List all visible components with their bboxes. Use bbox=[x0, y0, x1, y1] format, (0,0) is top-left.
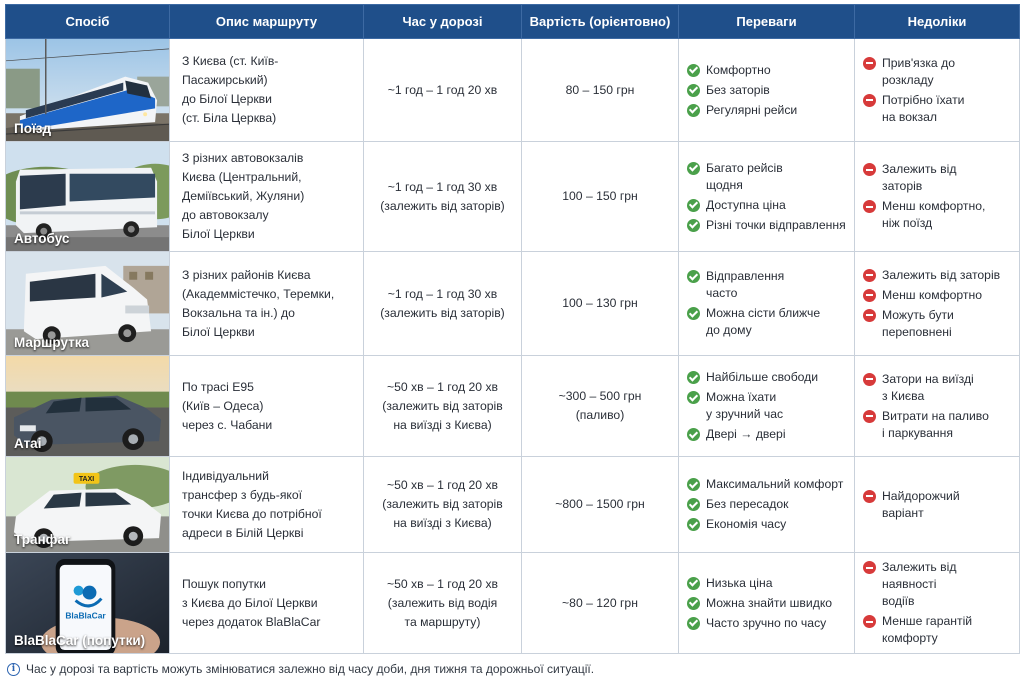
row-minibus bbox=[6, 252, 1020, 356]
route-cell-line: Білої Церкви bbox=[182, 227, 255, 241]
con-text: Затори на виїзді bbox=[882, 371, 974, 386]
cost-cell-line: ~800 – 1500 грн bbox=[555, 497, 645, 511]
time-cell-line: ~1 год – 1 год 30 хв bbox=[387, 286, 498, 301]
time-cell-line: (залежить від заторів) bbox=[380, 198, 505, 213]
route-cell-line: з Києва до Білої Церкви bbox=[182, 595, 318, 610]
route-cell bbox=[170, 39, 364, 142]
cons-cell-list bbox=[855, 488, 1019, 522]
con-text: варіант bbox=[882, 505, 924, 520]
route-cell-line: Деміївський, Жуляни) bbox=[182, 189, 305, 203]
con-text: заторів bbox=[882, 179, 923, 193]
time-cell-line: ~50 хв – 1 год 20 хв bbox=[386, 576, 499, 591]
con-text: Менш комфортно, bbox=[882, 199, 986, 213]
con-text: комфорту bbox=[882, 631, 938, 645]
mode-label: Транфаг bbox=[14, 532, 71, 547]
con-text: Менш комфортно bbox=[882, 287, 982, 302]
cost-cell bbox=[522, 142, 679, 252]
route-cell-line: Пошук попутки bbox=[182, 576, 266, 591]
mode-label: BlaBlaCar (попутки) bbox=[14, 633, 146, 648]
pro-text: до дому bbox=[706, 323, 752, 337]
route-cell bbox=[170, 356, 364, 457]
pro-text: Найбільше свободи bbox=[706, 370, 819, 384]
mode-cell bbox=[6, 457, 170, 553]
con-item bbox=[863, 559, 1013, 610]
cons-cell bbox=[855, 142, 1020, 252]
cons-cell bbox=[855, 39, 1020, 142]
con-text: водіїв bbox=[882, 594, 915, 608]
cons-cell-list bbox=[855, 371, 1019, 442]
minus-circle-icon bbox=[863, 269, 876, 282]
route-cell-line: Києва (Центральний, bbox=[182, 170, 302, 184]
time-cell bbox=[364, 142, 522, 252]
time-cell-line: ~50 хв – 1 год 20 хв bbox=[386, 379, 499, 394]
pro-text: Можна їхати bbox=[706, 390, 777, 404]
pro-text: у зручний час bbox=[706, 407, 784, 421]
pros-cell bbox=[679, 553, 855, 654]
minus-circle-icon bbox=[863, 57, 876, 70]
header-cost: Вартість (орієнтовно) bbox=[522, 5, 679, 39]
time-cell bbox=[364, 39, 522, 142]
check-circle-icon bbox=[687, 617, 700, 630]
minus-circle-icon bbox=[863, 94, 876, 107]
con-item bbox=[863, 198, 1013, 232]
cons-cell bbox=[855, 252, 1020, 356]
minus-circle-icon bbox=[863, 490, 876, 503]
check-circle-icon bbox=[687, 64, 700, 77]
route-cell-line: точки Києва до потрібної bbox=[182, 506, 322, 521]
pro-item bbox=[687, 160, 848, 194]
route-cell-line: через с. Чабани bbox=[182, 417, 273, 432]
route-cell-line: З Києва (ст. Київ-Пасажирський) bbox=[182, 54, 279, 87]
pro-item bbox=[687, 476, 848, 493]
check-circle-icon bbox=[687, 270, 700, 283]
time-cell-line: ~50 хв – 1 год 20 хв bbox=[386, 478, 499, 492]
check-circle-icon bbox=[687, 84, 700, 97]
route-cell-line: Вокзальна та ін.) до bbox=[182, 305, 295, 320]
con-item bbox=[863, 267, 1013, 284]
pro-item bbox=[687, 102, 848, 119]
check-circle-icon bbox=[687, 371, 700, 384]
cost-cell-line: ~300 – 500 грн bbox=[558, 389, 642, 403]
row-blablacar bbox=[6, 553, 1020, 654]
cost-cell bbox=[522, 252, 679, 356]
pros-cell bbox=[679, 142, 855, 252]
route-cell bbox=[170, 553, 364, 654]
comparison-table bbox=[5, 4, 1020, 654]
pro-item bbox=[687, 82, 848, 99]
con-text: з Києва bbox=[882, 388, 925, 403]
pros-cell-list bbox=[679, 268, 854, 339]
con-item bbox=[863, 408, 1013, 442]
pro-item bbox=[687, 305, 848, 339]
con-text: Потрібно їхати bbox=[882, 92, 965, 107]
route-cell-line: З різних районів Києва bbox=[182, 267, 311, 282]
check-circle-icon bbox=[687, 219, 700, 232]
con-item bbox=[863, 92, 1013, 126]
mode-label: Атаі bbox=[14, 436, 42, 451]
con-text: Прив'язка до bbox=[882, 55, 955, 70]
pro-text: Багато рейсів bbox=[706, 160, 783, 175]
pros-cell-list bbox=[679, 160, 854, 234]
minus-circle-icon bbox=[863, 200, 876, 213]
pro-text: часто bbox=[706, 286, 738, 300]
con-text: Можуть бути bbox=[882, 307, 954, 322]
pro-text: Максимальний комфорт bbox=[706, 477, 844, 491]
mode-label: Поїзд bbox=[14, 121, 52, 136]
route-cell-line: трансфер з будь-якої bbox=[182, 487, 303, 502]
header-pros: Переваги bbox=[679, 5, 855, 39]
con-text: розкладу bbox=[882, 72, 934, 87]
pros-cell-list bbox=[679, 476, 854, 533]
header-mode: Спосіб bbox=[6, 5, 170, 39]
pro-text: Доступна ціна bbox=[706, 197, 786, 212]
con-text: Залежить від заторів bbox=[882, 267, 1001, 282]
check-circle-icon bbox=[687, 498, 700, 511]
minus-circle-icon bbox=[863, 561, 876, 574]
time-cell bbox=[364, 553, 522, 654]
route-cell bbox=[170, 457, 364, 553]
header-time: Час у дорозі bbox=[364, 5, 522, 39]
cost-cell-line: (паливо) bbox=[575, 408, 625, 422]
minus-circle-icon bbox=[863, 163, 876, 176]
pro-item bbox=[687, 496, 848, 513]
check-circle-icon bbox=[687, 577, 700, 590]
phone-app-label: BlaBlaCar bbox=[65, 610, 106, 621]
row-taxi bbox=[6, 457, 1020, 553]
con-item bbox=[863, 371, 1013, 405]
pro-text: щодня bbox=[706, 177, 743, 192]
minus-circle-icon bbox=[863, 615, 876, 628]
route-cell-line: Індивідуальний bbox=[182, 468, 269, 483]
pros-cell-list bbox=[679, 369, 854, 443]
check-circle-icon bbox=[687, 162, 700, 175]
pro-text: Двері → двері bbox=[706, 427, 786, 441]
time-cell-line: на виїзді з Києва) bbox=[393, 417, 492, 432]
con-item bbox=[863, 488, 1013, 522]
mode-cell bbox=[6, 142, 170, 252]
cons-cell-list bbox=[855, 161, 1019, 232]
check-circle-icon bbox=[687, 307, 700, 320]
con-text: Найдорожчий bbox=[882, 488, 960, 503]
pro-item bbox=[687, 369, 848, 386]
route-cell-line: до автовокзалу bbox=[182, 208, 269, 222]
pros-cell bbox=[679, 252, 855, 356]
pro-text: Різні точки відправлення bbox=[706, 217, 846, 232]
pros-cell bbox=[679, 356, 855, 457]
route-cell-line: адреси в Білій Церкві bbox=[182, 525, 304, 540]
time-cell bbox=[364, 457, 522, 553]
con-text: і паркування bbox=[882, 425, 953, 440]
header-route: Опис маршруту bbox=[170, 5, 364, 39]
time-cell-line: ~1 год – 1 год 30 хв bbox=[387, 179, 498, 194]
minus-circle-icon bbox=[863, 410, 876, 423]
pro-text: Відправлення bbox=[706, 269, 785, 283]
cons-cell bbox=[855, 553, 1020, 654]
mode-cell bbox=[6, 356, 170, 457]
pro-item bbox=[687, 426, 848, 443]
cons-cell bbox=[855, 457, 1020, 553]
pro-text: Комфортно bbox=[706, 62, 771, 77]
row-train bbox=[6, 39, 1020, 142]
cost-cell bbox=[522, 457, 679, 553]
pros-cell-list bbox=[679, 62, 854, 119]
route-cell-line: (ст. Біла Церква) bbox=[182, 111, 277, 125]
pro-text: Низька ціна bbox=[706, 575, 773, 590]
pro-text: Часто зручно по часу bbox=[706, 615, 827, 630]
pros-cell bbox=[679, 457, 855, 553]
time-cell-line: ~1 год – 1 год 20 хв bbox=[387, 82, 498, 97]
pro-item bbox=[687, 268, 848, 302]
row-car bbox=[6, 356, 1020, 457]
cons-cell-list bbox=[855, 55, 1019, 126]
route-cell bbox=[170, 142, 364, 252]
pro-text: Регулярні рейси bbox=[706, 102, 798, 117]
pro-item bbox=[687, 389, 848, 423]
route-cell-line: (Академмістечко, Теремки, bbox=[182, 286, 335, 301]
check-circle-icon bbox=[687, 478, 700, 491]
con-item bbox=[863, 613, 1013, 647]
time-cell-line: (залежить від заторів bbox=[382, 497, 503, 511]
time-cell-line: на виїзді з Києва) bbox=[393, 516, 492, 530]
cost-cell-line: 100 – 150 грн bbox=[562, 189, 638, 203]
check-circle-icon bbox=[687, 428, 700, 441]
check-circle-icon bbox=[687, 391, 700, 404]
pro-item bbox=[687, 217, 848, 234]
pro-text: Можна сісти ближче bbox=[706, 306, 821, 320]
cost-cell bbox=[522, 553, 679, 654]
check-circle-icon bbox=[687, 518, 700, 531]
check-circle-icon bbox=[687, 199, 700, 212]
con-text: Витрати на паливо bbox=[882, 408, 989, 423]
pro-text: Без пересадок bbox=[706, 497, 789, 511]
cost-cell-line: 100 – 130 грн bbox=[562, 296, 638, 310]
mode-cell bbox=[6, 553, 170, 654]
con-text: переповнені bbox=[882, 324, 952, 339]
cons-cell-list bbox=[855, 267, 1019, 341]
time-cell-line: та маршруту) bbox=[404, 614, 481, 629]
route-cell-line: до Білої Церкви bbox=[182, 92, 272, 106]
minus-circle-icon bbox=[863, 373, 876, 386]
mode-label: Автобус bbox=[14, 231, 70, 246]
pro-item bbox=[687, 197, 848, 214]
con-text: Залежить від bbox=[882, 162, 957, 176]
minus-circle-icon bbox=[863, 289, 876, 302]
route-cell-line: (Київ – Одеса) bbox=[182, 398, 264, 413]
con-text: Залежить від наявності bbox=[882, 560, 957, 591]
route-cell-line: По трасі Е95 bbox=[182, 379, 254, 394]
minus-circle-icon bbox=[863, 309, 876, 322]
pro-item bbox=[687, 615, 848, 632]
route-cell-line: через додаток BlaBlaCar bbox=[182, 614, 321, 629]
pro-text: Можна знайти швидко bbox=[706, 595, 833, 610]
cons-cell-list bbox=[855, 559, 1019, 647]
route-cell-line: З різних автовокзалів bbox=[182, 151, 304, 165]
con-item bbox=[863, 161, 1013, 195]
con-text: Менше гарантій bbox=[882, 614, 973, 628]
mode-label: Маршрутка bbox=[14, 335, 90, 350]
footnote-text: Час у дорозі та вартість можуть змінюватися залежно від часу доби, дня тижня та дорожньої ситуації. bbox=[26, 662, 595, 676]
time-cell bbox=[364, 356, 522, 457]
time-cell-line: (залежить від водія bbox=[387, 595, 498, 610]
pro-text: Економія часу bbox=[706, 517, 787, 531]
route-cell-line: Білої Церкви bbox=[182, 324, 255, 339]
cost-cell bbox=[522, 39, 679, 142]
con-item bbox=[863, 287, 1013, 304]
pro-item bbox=[687, 516, 848, 533]
pro-item bbox=[687, 595, 848, 612]
con-item bbox=[863, 307, 1013, 341]
time-cell-line: (залежить від заторів) bbox=[380, 305, 505, 320]
con-text: на вокзал bbox=[882, 109, 937, 124]
pros-cell bbox=[679, 39, 855, 142]
cost-cell bbox=[522, 356, 679, 457]
pro-item bbox=[687, 575, 848, 592]
con-item bbox=[863, 55, 1013, 89]
time-cell bbox=[364, 252, 522, 356]
route-cell bbox=[170, 252, 364, 356]
cons-cell bbox=[855, 356, 1020, 457]
mode-cell bbox=[6, 252, 170, 356]
con-text: ніж поїзд bbox=[882, 216, 933, 230]
pro-text: Без заторів bbox=[706, 82, 770, 97]
cost-cell-line: 80 – 150 грн bbox=[565, 82, 635, 97]
info-icon: i bbox=[7, 663, 20, 676]
header-cons: Недоліки bbox=[855, 5, 1020, 39]
header-row bbox=[6, 5, 1020, 39]
footnote bbox=[7, 662, 594, 676]
check-circle-icon bbox=[687, 597, 700, 610]
taxi-sign: TAXI bbox=[78, 476, 95, 484]
time-cell-line: (залежить від заторів bbox=[382, 398, 503, 413]
cost-cell-line: ~80 – 120 грн bbox=[562, 595, 638, 610]
mode-cell bbox=[6, 39, 170, 142]
row-bus bbox=[6, 142, 1020, 252]
check-circle-icon bbox=[687, 104, 700, 117]
pro-item bbox=[687, 62, 848, 79]
pros-cell-list bbox=[679, 575, 854, 632]
